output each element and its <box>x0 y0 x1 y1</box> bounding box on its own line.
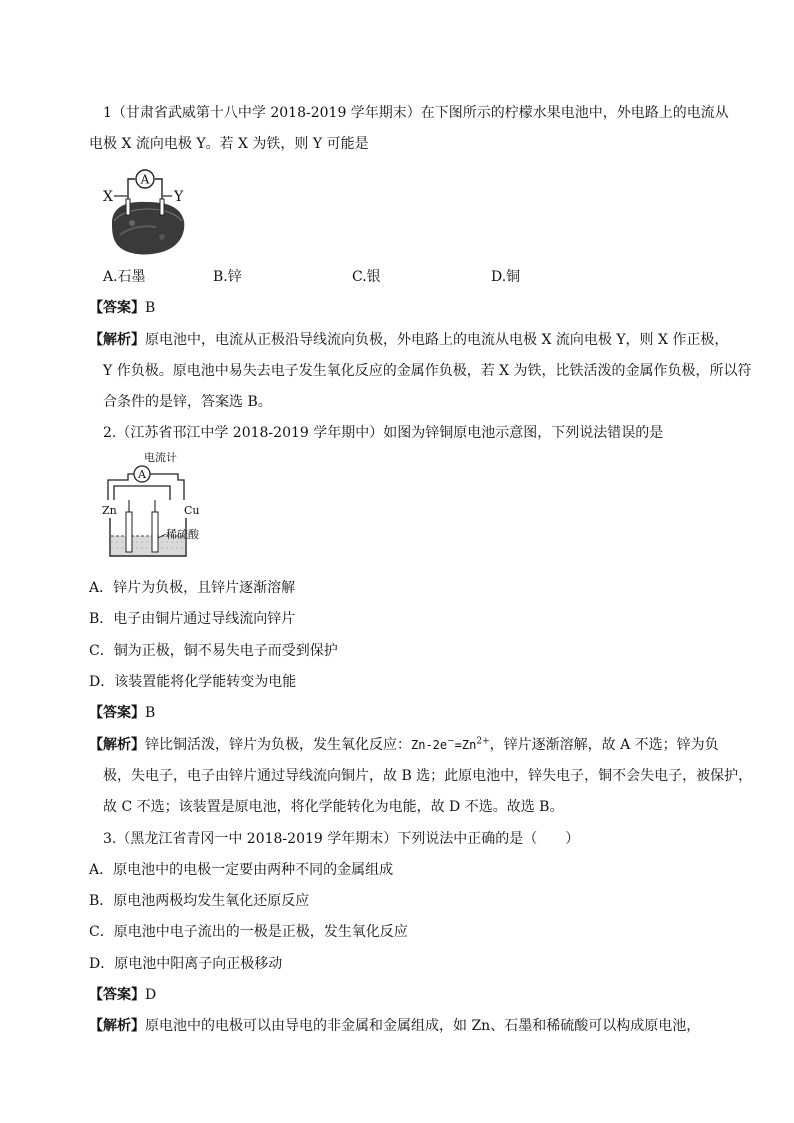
q2-option-c: C．铜为正极，铜不易失电子而受到保护 <box>89 643 338 659</box>
q3-option-a: A．原电池中的电极一定要由两种不同的金属组成 <box>89 862 394 878</box>
q1-answer-tag: 【答案】 <box>89 300 145 316</box>
fig1-label-x: X <box>103 189 113 205</box>
q3-analysis-line1 <box>89 1016 700 1036</box>
q2-equation-sup1: − <box>447 736 455 747</box>
q2-equation-part1: Zn-2e <box>411 738 448 752</box>
fig2-meter-label: 电流计 <box>144 452 177 464</box>
q2-equation-part2: =Zn <box>454 738 477 752</box>
q1-option-c: C.银 <box>352 269 381 285</box>
q1-answer-value: B <box>145 300 156 316</box>
q2-analysis-line2: 极，失电子，电子由锌片通过导线流向铜片，故 B 选；此原电池中，锌失电子，铜不会失电子，被保护， <box>103 768 753 784</box>
q3-analysis-tag: 【解析】 <box>89 1018 145 1034</box>
q1-analysis-line1 <box>89 330 728 350</box>
q2-analysis-line1 <box>89 735 719 755</box>
q2-answer-value: B <box>145 705 156 721</box>
q2-equation-sup2: 2+ <box>476 736 490 747</box>
q2-analysis-text1a: 锌比铜活泼，锌片为负极，发生氧化反应： <box>145 737 411 753</box>
q2-option-b: B．电子由铜片通过导线流向锌片 <box>89 611 296 627</box>
q3-stem-line1: 3.（黑龙江省青冈一中 2018-2019 学年期末）下列说法中正确的是（ ） <box>103 831 580 847</box>
q3-analysis-text1: 原电池中的电极可以由导电的非金属和金属组成，如 Zn、石墨和稀硫酸可以构成原电池， <box>145 1018 701 1034</box>
q1-stem-line1: 1（甘肃省武威第十八中学 2018-2019 学年期末）在下图所示的柠檬水果电池中，外电路上的电流从 <box>103 105 729 121</box>
fig2-cu-label: Cu <box>184 504 200 517</box>
fig2-acid-label: 稀硫酸 <box>166 528 199 541</box>
q2-option-a: A．锌片为负极，且锌片逐渐溶解 <box>89 580 296 596</box>
fig2-zn-label: Zn <box>102 504 117 517</box>
q3-option-b: B．原电池两极均发生氧化还原反应 <box>89 893 310 909</box>
q1-analysis-tag: 【解析】 <box>89 332 145 348</box>
q1-stem-line2: 电极 X 流向电极 Y。若 X 为铁，则 Y 可能是 <box>89 136 369 152</box>
q2-answer <box>89 703 155 723</box>
q2-answer-tag: 【答案】 <box>89 705 145 721</box>
q2-analysis-tag: 【解析】 <box>89 737 145 753</box>
fig1-label-y: Y <box>174 189 184 205</box>
fig1-meter-label: A <box>140 172 150 187</box>
lemon-battery-figure <box>100 165 200 261</box>
q1-answer <box>89 298 155 318</box>
q3-option-d: D．原电池中阳离子向正极移动 <box>89 956 283 972</box>
q3-answer <box>89 985 156 1005</box>
q1-analysis-line2: Y 作负极。原电池中易失去电子发生氧化反应的金属作负极，若 X 为铁，比铁活泼的金属作负极，所以符 <box>103 363 752 379</box>
q2-stem-line1: 2.（江苏省邗江中学 2018-2019 学年期中）如图为锌铜原电池示意图，下列说法错误的是 <box>103 425 664 441</box>
q3-answer-value: D <box>145 987 157 1003</box>
q2-analysis-line3: 故 C 不选；该装置是原电池，将化学能转化为电能，故 D 不选。故选 B。 <box>103 799 564 815</box>
fig2-meter: A <box>138 468 146 481</box>
q1-option-d: D.铜 <box>491 269 521 285</box>
q3-option-c: C．原电池中电子流出的一极是正极，发生氧化反应 <box>89 924 408 940</box>
q1-option-b: B.锌 <box>213 269 242 285</box>
q1-analysis-text1: 原电池中，电流从正极沿导线流向负极，外电路上的电流从电极 X 流向电极 Y，则 X 作正极， <box>145 332 729 348</box>
q2-analysis-text1b: ，锌片逐渐溶解，故 A 不选；锌为负 <box>489 737 719 753</box>
q2-option-d: D．该装置能将化学能转变为电能 <box>89 674 297 690</box>
q1-option-a: A.石墨 <box>103 269 146 285</box>
q3-answer-tag: 【答案】 <box>89 987 145 1003</box>
q1-analysis-line3: 合条件的是锌，答案选 B。 <box>103 394 272 410</box>
zinc-copper-cell-figure <box>100 452 220 567</box>
